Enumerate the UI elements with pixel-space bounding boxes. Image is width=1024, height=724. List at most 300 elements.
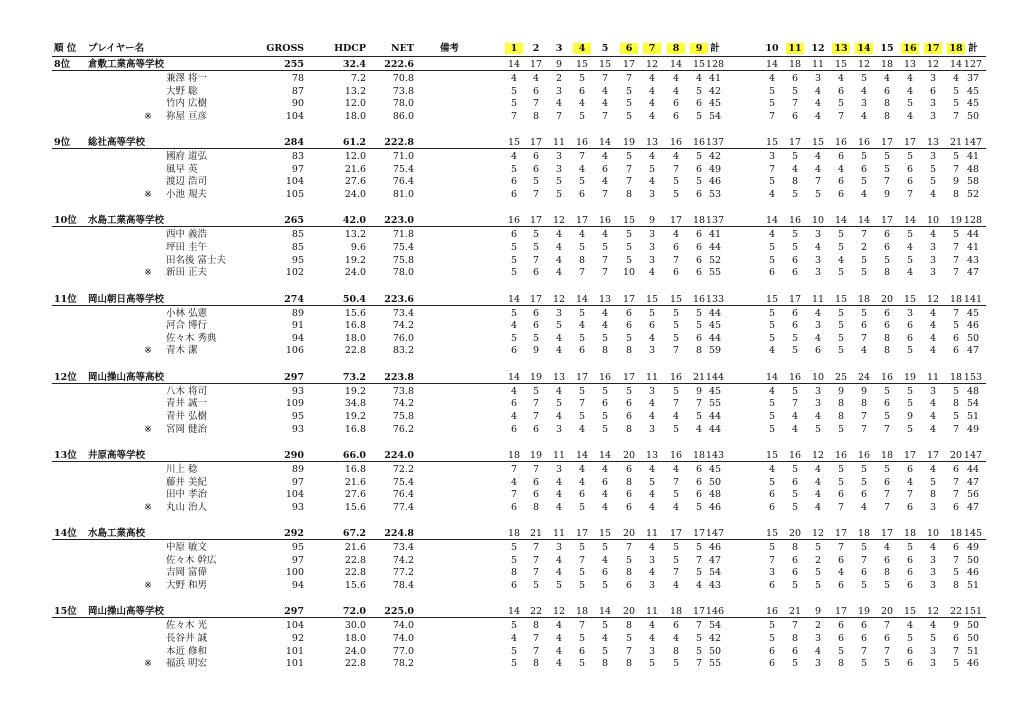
player-hole-score: 5: [791, 151, 799, 163]
player-hole-score: 4: [672, 85, 680, 97]
team-rank: 13位: [54, 450, 77, 461]
player-hole-score: 5: [555, 580, 563, 591]
header-out-total: 計: [710, 43, 720, 54]
team-hole-score: 16: [788, 371, 802, 383]
player-hole-score: 5: [672, 542, 680, 554]
player-hole-score: 3: [814, 633, 822, 644]
team-out-total: 128: [705, 59, 725, 70]
team-hole-score: 15: [669, 293, 683, 305]
team-hole-score: 19: [529, 450, 543, 461]
player-hole-score: 8: [929, 489, 937, 501]
team-hole-score: 14: [765, 371, 779, 383]
player-net: 75.4: [392, 163, 414, 175]
player-hole-score: 3: [648, 345, 656, 357]
player-out-total: 55: [708, 658, 722, 670]
player-hole-score: 5: [883, 151, 891, 163]
player-gross: 89: [291, 464, 304, 475]
player-hole-score: 7: [883, 620, 891, 632]
team-hole-score: 18: [880, 450, 894, 461]
player-hole-score: 7: [625, 542, 633, 554]
header-hole-15: 15: [880, 43, 894, 54]
player-hole-score: 7: [578, 151, 586, 163]
team-hole-score: 17: [575, 215, 589, 227]
player-hole-score: 5: [837, 476, 845, 488]
team-rank: 14位: [54, 528, 77, 540]
player-hole-score: 5: [625, 332, 633, 344]
player-hole-score: 4: [837, 567, 845, 579]
player-hdcp: 18.0: [344, 633, 366, 644]
player-net: 78.0: [392, 98, 414, 110]
player-net: 72.2: [392, 464, 414, 475]
player-in-total: 50: [966, 110, 980, 122]
player-hole-score: 5: [837, 464, 845, 475]
team-hole-score: 17: [669, 215, 683, 227]
player-hole-score: 7: [768, 163, 776, 175]
player-hole-score: 6: [578, 489, 586, 501]
team-hole-score: 14: [507, 59, 521, 70]
team-rule: [52, 461, 986, 462]
team-hole-score: 16: [788, 215, 802, 227]
team-hole-score: 17: [692, 528, 706, 540]
player-out-total: 50: [708, 645, 722, 657]
player-hole-score: 6: [768, 645, 776, 657]
player-hole-score: 6: [601, 398, 609, 410]
team-rank: 10位: [54, 215, 77, 227]
player-gross: 105: [285, 189, 304, 200]
player-hole-score: 7: [952, 423, 960, 435]
player-name: 藤井 美紀: [166, 476, 208, 488]
player-hole-score: 5: [578, 567, 586, 579]
player-hole-score: 7: [695, 554, 703, 566]
player-hole-score: 5: [860, 176, 868, 188]
player-hole-score: 7: [601, 267, 609, 279]
header-hole-5: 5: [601, 43, 609, 54]
player-hole-score: 4: [578, 476, 586, 488]
header-rank: 順 位: [54, 43, 77, 54]
player-mark: ※: [144, 580, 152, 591]
player-hole-score: 5: [672, 385, 680, 397]
player-hole-score: 6: [860, 320, 868, 332]
player-in-total: 51: [966, 411, 980, 422]
player-hole-score: 5: [883, 464, 891, 475]
player-hdcp: 18.0: [344, 332, 366, 344]
player-hole-score: 6: [860, 163, 868, 175]
player-hole-score: 6: [532, 267, 540, 279]
player-hole-score: 5: [672, 332, 680, 344]
player-hole-score: 5: [510, 242, 518, 253]
player-hole-score: 3: [929, 501, 937, 513]
player-hole-score: 8: [625, 567, 633, 579]
team-hole-score: 18: [857, 528, 871, 540]
player-hole-score: 7: [952, 476, 960, 488]
player-hole-score: 9: [532, 345, 540, 357]
player-hole-score: 5: [837, 332, 845, 344]
player-hole-score: 5: [510, 620, 518, 632]
player-hole-score: 8: [625, 345, 633, 357]
player-net: 71.8: [392, 229, 414, 241]
player-hole-score: 5: [601, 620, 609, 632]
player-hole-score: 4: [555, 554, 563, 566]
player-hole-score: 4: [648, 501, 656, 513]
player-hole-score: 7: [601, 254, 609, 266]
player-hole-score: 4: [648, 567, 656, 579]
player-hole-score: 9: [883, 189, 891, 200]
team-hdcp: 72.0: [342, 606, 366, 618]
player-hole-score: 7: [532, 554, 540, 566]
player-out-total: 46: [708, 542, 722, 554]
player-hole-score: 6: [906, 163, 914, 175]
player-hole-score: 7: [578, 554, 586, 566]
player-hole-score: 7: [601, 73, 609, 84]
player-hole-score: 6: [532, 320, 540, 332]
player-hole-score: 6: [883, 320, 891, 332]
player-hole-score: 6: [532, 85, 540, 97]
team-hole-score: 19: [949, 215, 963, 227]
team-hole-score: 18: [692, 450, 706, 461]
player-hole-score: 4: [601, 464, 609, 475]
player-hole-score: 5: [648, 307, 656, 319]
player-hole-score: 7: [625, 645, 633, 657]
player-hole-score: 4: [672, 73, 680, 84]
player-name: 小林 弘憲: [166, 307, 208, 319]
team-hole-score: 17: [788, 293, 802, 305]
player-hole-score: 6: [510, 423, 518, 435]
player-mark: ※: [144, 267, 152, 279]
player-mark: ※: [144, 345, 152, 357]
player-hole-score: 6: [906, 320, 914, 332]
team-hole-score: 22: [529, 606, 543, 618]
team-hole-score: 17: [529, 59, 543, 70]
team-hole-score: 11: [645, 606, 659, 618]
player-hdcp: 27.6: [344, 176, 366, 188]
player-hole-score: 5: [929, 633, 937, 644]
player-hole-score: 6: [510, 580, 518, 591]
team-hole-score: 18: [575, 606, 589, 618]
player-hole-score: 4: [555, 267, 563, 279]
player-hdcp: 21.6: [344, 476, 366, 488]
player-hole-score: 5: [532, 229, 540, 241]
player-hole-score: 6: [814, 345, 822, 357]
player-hole-score: 5: [837, 345, 845, 357]
player-hole-score: 7: [625, 176, 633, 188]
team-hole-score: 9: [814, 606, 822, 618]
player-hole-score: 6: [695, 332, 703, 344]
player-hole-score: 5: [648, 658, 656, 670]
player-hole-score: 4: [906, 110, 914, 122]
player-hole-score: 5: [695, 501, 703, 513]
team-net: 222.6: [384, 59, 414, 70]
player-hole-score: 5: [837, 242, 845, 253]
team-hole-score: 20: [622, 528, 636, 540]
team-hole-score: 16: [880, 371, 894, 383]
player-hole-score: 5: [929, 476, 937, 488]
player-hole-score: 7: [952, 554, 960, 566]
player-hole-score: 5: [906, 345, 914, 357]
player-hole-score: 6: [532, 423, 540, 435]
player-hole-score: 7: [860, 411, 868, 422]
header-hole-8: 8: [667, 43, 685, 54]
player-hole-score: 5: [860, 542, 868, 554]
player-hole-score: 4: [555, 411, 563, 422]
team-hole-score: 16: [834, 137, 848, 149]
player-hole-score: 4: [814, 489, 822, 501]
player-in-total: 47: [966, 345, 980, 357]
player-hole-score: 4: [510, 476, 518, 488]
team-hole-score: 14: [575, 450, 589, 461]
player-hole-score: 3: [768, 151, 776, 163]
player-hole-score: 8: [952, 398, 960, 410]
player-hole-score: 6: [791, 567, 799, 579]
player-hole-score: 6: [625, 580, 633, 591]
player-in-total: 41: [966, 151, 980, 163]
player-in-total: 54: [966, 398, 980, 410]
player-hole-score: 7: [672, 254, 680, 266]
player-hdcp: 15.6: [344, 580, 366, 591]
player-hole-score: 6: [837, 580, 845, 591]
player-hole-score: 4: [672, 229, 680, 241]
player-gross: 85: [291, 242, 304, 253]
player-gross: 104: [285, 489, 304, 501]
team-hole-score: 12: [552, 293, 566, 305]
player-hole-score: 3: [648, 580, 656, 591]
header-gross: GROSS: [266, 43, 304, 54]
player-hole-score: 6: [791, 476, 799, 488]
team-hole-score: 11: [552, 137, 566, 149]
player-hole-score: 4: [791, 411, 799, 422]
header-rule: [52, 56, 986, 57]
player-name: 田中 孝治: [166, 489, 208, 501]
player-hole-score: 4: [860, 189, 868, 200]
player-hole-score: 5: [791, 501, 799, 513]
player-hdcp: 21.6: [344, 163, 366, 175]
team-gross: 284: [284, 137, 304, 149]
player-hole-score: 7: [952, 267, 960, 279]
player-hdcp: 18.0: [344, 110, 366, 122]
player-hole-score: 9: [906, 411, 914, 422]
team-hole-score: 13: [926, 137, 940, 149]
player-hole-score: 5: [837, 98, 845, 110]
team-net: 223.8: [384, 371, 414, 383]
team-hole-score: 20: [949, 450, 963, 461]
player-hole-score: 3: [648, 254, 656, 266]
team-rank: 12位: [54, 371, 77, 383]
team-net: 223.0: [384, 215, 414, 227]
player-hole-score: 7: [695, 658, 703, 670]
player-hole-score: 4: [510, 633, 518, 644]
player-hole-score: 7: [672, 163, 680, 175]
player-gross: 100: [285, 567, 304, 579]
player-hole-score: 3: [555, 542, 563, 554]
player-hole-score: 5: [860, 151, 868, 163]
player-hole-score: 7: [791, 98, 799, 110]
header-hole-16: 16: [901, 43, 919, 54]
player-hole-score: 3: [814, 267, 822, 279]
player-hole-score: 6: [837, 620, 845, 632]
player-hole-score: 7: [883, 423, 891, 435]
team-hdcp: 50.4: [342, 293, 366, 305]
player-hole-score: 6: [510, 398, 518, 410]
team-hole-score: 24: [857, 371, 871, 383]
team-hole-score: 12: [926, 293, 940, 305]
player-in-total: 49: [966, 542, 980, 554]
player-name: 福浜 明宏: [166, 658, 208, 670]
player-name: 長谷井 誠: [166, 633, 208, 644]
player-hole-score: 5: [768, 307, 776, 319]
player-out-total: 42: [708, 85, 722, 97]
player-hole-score: 4: [814, 85, 822, 97]
team-hole-score: 12: [645, 59, 659, 70]
player-hole-score: 2: [814, 554, 822, 566]
player-hole-score: 6: [906, 501, 914, 513]
player-hole-score: 4: [814, 163, 822, 175]
player-net: 78.4: [392, 580, 414, 591]
player-name: 兼澤 将一: [166, 73, 208, 84]
player-hole-score: 5: [768, 254, 776, 266]
player-in-total: 48: [966, 385, 980, 397]
player-hole-score: 6: [883, 476, 891, 488]
player-net: 81.0: [392, 189, 414, 200]
player-gross: 93: [291, 385, 304, 397]
player-out-total: 41: [708, 229, 722, 241]
player-out-total: 55: [708, 267, 722, 279]
player-in-total: 49: [966, 423, 980, 435]
team-hole-score: 11: [811, 59, 825, 70]
player-hole-score: 5: [695, 567, 703, 579]
player-hole-score: 7: [860, 423, 868, 435]
team-hole-score: 18: [507, 528, 521, 540]
player-hole-score: 5: [625, 254, 633, 266]
player-hole-score: 5: [532, 332, 540, 344]
player-net: 75.4: [392, 476, 414, 488]
team-hole-score: 19: [529, 371, 543, 383]
player-hole-score: 5: [695, 542, 703, 554]
player-hole-score: 6: [695, 98, 703, 110]
player-hole-score: 5: [578, 385, 586, 397]
player-out-total: 52: [708, 254, 722, 266]
player-hole-score: 4: [814, 501, 822, 513]
team-in-total: 153: [963, 371, 983, 383]
player-hole-score: 8: [883, 332, 891, 344]
header-hole-10: 10: [765, 43, 779, 54]
player-hole-score: 6: [791, 320, 799, 332]
player-hole-score: 8: [837, 658, 845, 670]
player-hole-score: 5: [791, 332, 799, 344]
player-hole-score: 4: [555, 345, 563, 357]
team-hole-score: 14: [765, 215, 779, 227]
player-hole-score: 4: [837, 254, 845, 266]
player-out-total: 45: [708, 98, 722, 110]
team-hole-score: 16: [669, 450, 683, 461]
team-name: 井原高等学校: [88, 450, 146, 461]
player-hdcp: 34.8: [344, 398, 366, 410]
player-hdcp: 24.0: [344, 189, 366, 200]
team-hole-score: 15: [692, 59, 706, 70]
header-hole-2: 2: [532, 43, 540, 54]
player-name: 風早 英: [166, 163, 198, 175]
team-hole-score: 17: [692, 606, 706, 618]
player-hole-score: 6: [837, 85, 845, 97]
player-hole-score: 3: [814, 73, 822, 84]
player-gross: 85: [291, 229, 304, 241]
header-hole-4: 4: [573, 43, 591, 54]
player-in-total: 46: [966, 320, 980, 332]
player-hole-score: 6: [906, 567, 914, 579]
player-hole-score: 8: [672, 645, 680, 657]
player-hole-score: 4: [837, 73, 845, 84]
player-mark: ※: [144, 189, 152, 200]
team-hole-score: 17: [575, 371, 589, 383]
player-hole-score: 4: [814, 464, 822, 475]
team-hole-score: 14: [575, 293, 589, 305]
player-hole-score: 4: [929, 423, 937, 435]
player-hole-score: 8: [532, 620, 540, 632]
player-hole-score: 7: [532, 567, 540, 579]
team-hole-score: 15: [575, 59, 589, 70]
player-hole-score: 4: [601, 554, 609, 566]
player-hole-score: 5: [837, 307, 845, 319]
player-hole-score: 8: [625, 620, 633, 632]
header-remarks: 備考: [440, 43, 460, 54]
player-hole-score: 7: [532, 254, 540, 266]
player-hole-score: 3: [648, 242, 656, 253]
player-hole-score: 10: [622, 267, 636, 279]
player-hole-score: 5: [578, 110, 586, 122]
team-hole-score: 14: [598, 606, 612, 618]
player-hole-score: 5: [672, 489, 680, 501]
player-hole-score: 3: [648, 645, 656, 657]
player-hole-score: 4: [532, 73, 540, 84]
player-hole-score: 5: [625, 633, 633, 644]
player-hole-score: 5: [906, 229, 914, 241]
player-hole-score: 7: [601, 189, 609, 200]
player-hole-score: 5: [578, 176, 586, 188]
player-hole-score: 6: [625, 464, 633, 475]
team-hole-score: 15: [834, 293, 848, 305]
team-hole-score: 21: [788, 606, 802, 618]
player-hole-score: 3: [814, 398, 822, 410]
player-net: 74.2: [392, 398, 414, 410]
team-hole-score: 12: [811, 450, 825, 461]
player-gross: 93: [291, 423, 304, 435]
player-hole-score: 4: [555, 567, 563, 579]
player-hole-score: 6: [768, 489, 776, 501]
team-rule: [52, 617, 986, 618]
player-hole-score: 4: [929, 345, 937, 357]
player-hole-score: 6: [952, 542, 960, 554]
player-hole-score: 4: [768, 189, 776, 200]
player-hole-score: 5: [768, 423, 776, 435]
player-hole-score: 4: [578, 229, 586, 241]
player-in-total: 46: [966, 658, 980, 670]
player-hole-score: 4: [860, 85, 868, 97]
player-hole-score: 3: [929, 242, 937, 253]
player-hole-score: 5: [768, 85, 776, 97]
player-in-total: 41: [966, 242, 980, 253]
player-hole-score: 4: [929, 398, 937, 410]
player-in-total: 43: [966, 254, 980, 266]
team-hole-score: 17: [903, 450, 917, 461]
player-hole-score: 8: [625, 423, 633, 435]
player-hole-score: 4: [648, 110, 656, 122]
player-net: 76.2: [392, 423, 414, 435]
player-hole-score: 5: [952, 151, 960, 163]
player-hole-score: 3: [929, 658, 937, 670]
team-hole-score: 10: [926, 528, 940, 540]
player-hole-score: 3: [814, 385, 822, 397]
team-hole-score: 10: [811, 215, 825, 227]
team-hole-score: 17: [575, 528, 589, 540]
player-name: 大野 和男: [166, 580, 208, 591]
